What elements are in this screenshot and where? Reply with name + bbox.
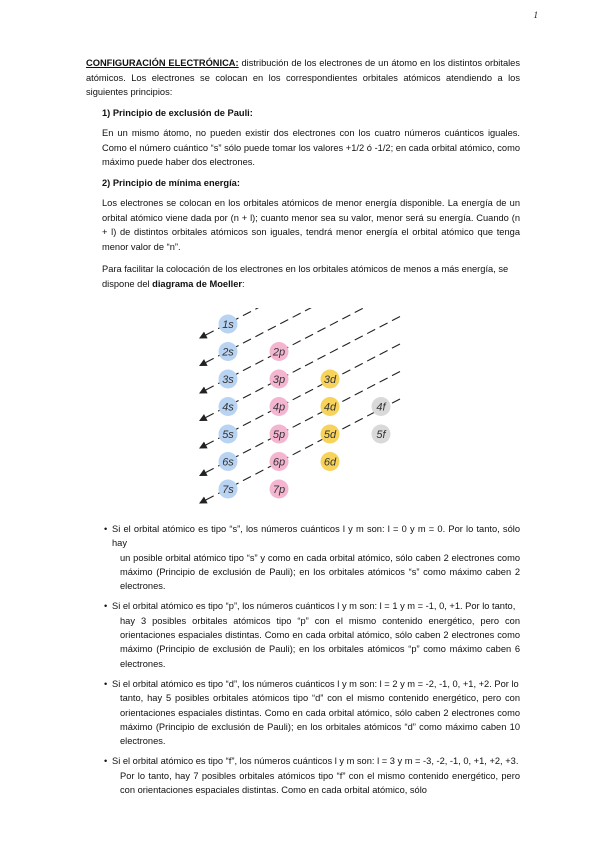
orbital-label-6d: 6d xyxy=(323,456,337,469)
orbital-label-5f: 5f xyxy=(376,429,386,441)
bullet-marker: • xyxy=(104,756,108,767)
intro-paragraph xyxy=(86,56,520,100)
bullet-f-rest: Por lo tanto, hay 7 posibles orbitales atómicos tipo “f” con el mismo contenido energético, pero con orientaciones espaciales distintas. Como en cada orbital atómico, sólo xyxy=(120,770,520,796)
principle-2-heading: 2) Principio de mínima energía: xyxy=(102,177,240,188)
orbital-label-5s: 5s xyxy=(222,429,234,441)
principle-1-heading: 1) Principio de exclusión de Pauli: xyxy=(102,107,253,118)
bullet-p-first: Si el orbital atómico es tipo “p”, los números cuánticos l y m son: l = 1 y m = -1, 0, +1. Por lo tanto, xyxy=(112,601,516,612)
orbital-label-5p: 5p xyxy=(272,429,286,441)
orbital-label-1s: 1s xyxy=(222,319,234,331)
orbital-label-7s: 7s xyxy=(222,484,234,496)
document-body xyxy=(86,56,520,291)
moeller-intro-bold: diagrama de Moeller xyxy=(152,278,243,289)
orbital-label-2s: 2s xyxy=(222,346,234,359)
bullet-p xyxy=(104,599,520,670)
orbital-label-7p: 7p xyxy=(272,484,286,496)
moeller-diagram xyxy=(190,308,440,518)
bullet-marker: • xyxy=(104,601,108,612)
orbital-label-6s: 6s xyxy=(222,456,234,469)
orbital-label-5d: 5d xyxy=(323,429,337,441)
bullet-s-rest: un posible orbital atómico tipo “s” y como en cada orbital atómico, sólo caben 2 electrones como máximo (Principio de exclusión de Pauli); en los orbitales atómicos “s” como máximo caben 2 electrones. xyxy=(120,552,520,592)
orbital-label-4p: 4p xyxy=(272,401,286,414)
moeller-intro xyxy=(86,262,520,291)
bullet-marker: • xyxy=(104,524,108,534)
bullet-d xyxy=(104,677,520,748)
bullet-f-first: Si el orbital atómico es tipo “f”, los números cuánticos l y m son: l = 3 y m = -3, -2, -1, 0, +1, +2, +3. xyxy=(112,756,519,767)
orbital-label-3s: 3s xyxy=(222,374,234,386)
page-number: 1 xyxy=(533,10,538,20)
orbital-label-3p: 3p xyxy=(272,374,286,386)
bullet-list xyxy=(104,522,520,803)
orbital-label-2p: 2p xyxy=(272,346,286,359)
orbital-label-4f: 4f xyxy=(376,401,386,414)
orbital-label-4d: 4d xyxy=(323,401,337,414)
section-title: CONFIGURACIÓN ELECTRÓNICA: xyxy=(86,58,239,68)
moeller-intro-text: Para facilitar la colocación de los electrones en los orbitales atómicos de menos a más energía, se dispone del xyxy=(102,264,509,289)
bullet-f xyxy=(104,754,520,797)
bullet-p-rest: hay 3 posibles orbitales atómicos tipo “p” con el mismo contenido energético, pero con orientaciones espaciales distintas. Como en cada orbital atómico, sólo caben 2 electrones como máximo (Principio de exclusión de Pauli); en los orbitales atómicos “p” como máximo caben 6 electrones. xyxy=(120,615,520,669)
orbital-label-4s: 4s xyxy=(222,401,234,414)
orbital-label-6p: 6p xyxy=(272,456,286,469)
bullet-s xyxy=(104,522,520,593)
moeller-intro-end: : xyxy=(242,278,245,289)
bullet-d-first: Si el orbital atómico es tipo “d”, los números cuánticos l y m son: l = 2 y m = -2, -1, 0, +1, +2. Por lo xyxy=(112,678,519,689)
bullet-marker: • xyxy=(104,678,108,689)
bullet-s-first: Si el orbital atómico es tipo “s”, los números cuánticos l y m son: l = 0 y m = 0. Por lo tanto, sólo hay xyxy=(112,524,520,549)
orbital-label-3d: 3d xyxy=(323,374,337,386)
intro-text: distribución de los electrones de un átomo en los distintos orbitales atómicos. Los electrones se colocan en los correspondientes orbitales atómicos atendiendo a los siguientes principios: xyxy=(86,58,520,97)
principle-1-text: En un mismo átomo, no pueden existir dos electrones con los cuatro números cuánticos iguales. Como el número cuántico “s” sólo puede tomar los valores +1/2 ó -1/2; en cada orbital atómico, como máximo puede haber dos electrones. xyxy=(102,128,520,167)
principle-2-text: Los electrones se colocan en los orbitales atómicos de menor energía disponible. La energía de un orbital atómico viene dada por (n + l); cuanto menor sea su valor, menor será su energía. Cuando (n + l) de distintos orbitales atómicos son iguales, tendrá menor energía el orbital atómico que tenga menor valor de “n”. xyxy=(102,198,520,252)
bullet-d-rest: tanto, hay 5 posibles orbitales atómicos tipo “d” con el mismo contenido energético, pero con orientaciones espaciales distintas. Como en cada orbital atómico, sólo caben 2 electrones como máximo (Principio de exclusión de Pauli); en los orbitales atómicos “d” como máximo caben 10 electrones. xyxy=(120,693,520,747)
